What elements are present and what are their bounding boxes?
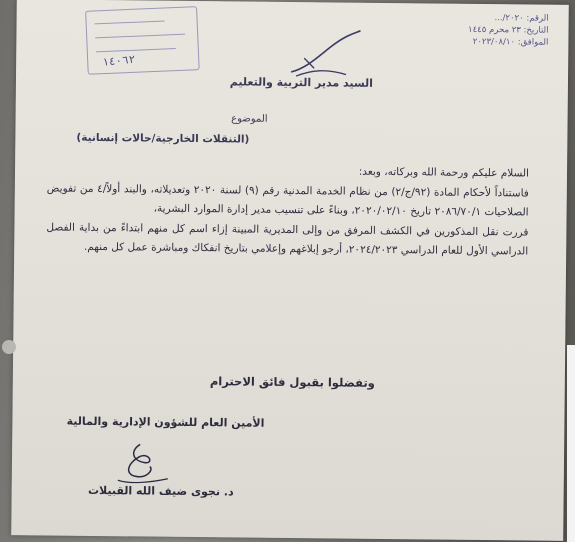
stamp-number: ١٤٠٦٢ bbox=[101, 52, 136, 69]
body-paragraph-1: فاستناداً لأحكام المادة (٩٢/ج/٢) من نظام الخدمة المدنية رقم (٩) لسنة ٢٠٢٠ وتعديلاته، والبند أولاً/٤ من تفويض الصلاحيات ٢٠٨٦/٧٠/١ تاريخ ٢٠٢٠/٠٢/١٠، وبناءً على تنسيب مدير إدارة الموارد البشرية، bbox=[46, 181, 529, 219]
addressee: السيد مدير التربية والتعليم bbox=[229, 75, 374, 90]
subject: (التنقلات الخارجية/حالات إنسانية) bbox=[76, 131, 250, 146]
letter-page bbox=[11, 0, 569, 541]
signature-scribble bbox=[110, 440, 180, 487]
signatory-name: د. نجوى ضيف الله القبيلات bbox=[87, 483, 234, 499]
ref-hijri-date: التاريخ: ٢٣ محرم ١٤٤٥ bbox=[468, 24, 549, 36]
ref-number: الرقم: ٢٠٢٠/... bbox=[494, 13, 549, 24]
subject-label: الموضوع bbox=[231, 113, 268, 125]
greeting: السلام عليكم ورحمة الله وبركاته، وبعد: bbox=[358, 165, 530, 180]
signatory-title: الأمين العام للشؤون الإدارية والمالية bbox=[66, 414, 265, 430]
reference-block bbox=[408, 11, 548, 48]
closing-line: وتفضلوا بقبول فائق الاحترام bbox=[209, 374, 375, 390]
body-paragraph-2: قررت نقل المذكورين في الكشف المرفق من وإلى المديرية المبينة إزاء اسم كل منهم ابتداءً من بداية الفصل الدراسي الأول للعام الدراسي ٢٠٢٤/٢٠٢٣، أرجو إبلاغهم وإعلامي بتاريخ انفكاك ومباشرة عمل كل منهم. bbox=[46, 220, 529, 258]
edge-strip bbox=[567, 345, 575, 542]
punch-hole bbox=[2, 340, 16, 354]
letter-body bbox=[46, 159, 529, 262]
initials-scribble bbox=[286, 28, 367, 81]
ref-gregorian-date: الموافق: ٢٠٢٣/٠٨/١٠ bbox=[472, 36, 549, 48]
